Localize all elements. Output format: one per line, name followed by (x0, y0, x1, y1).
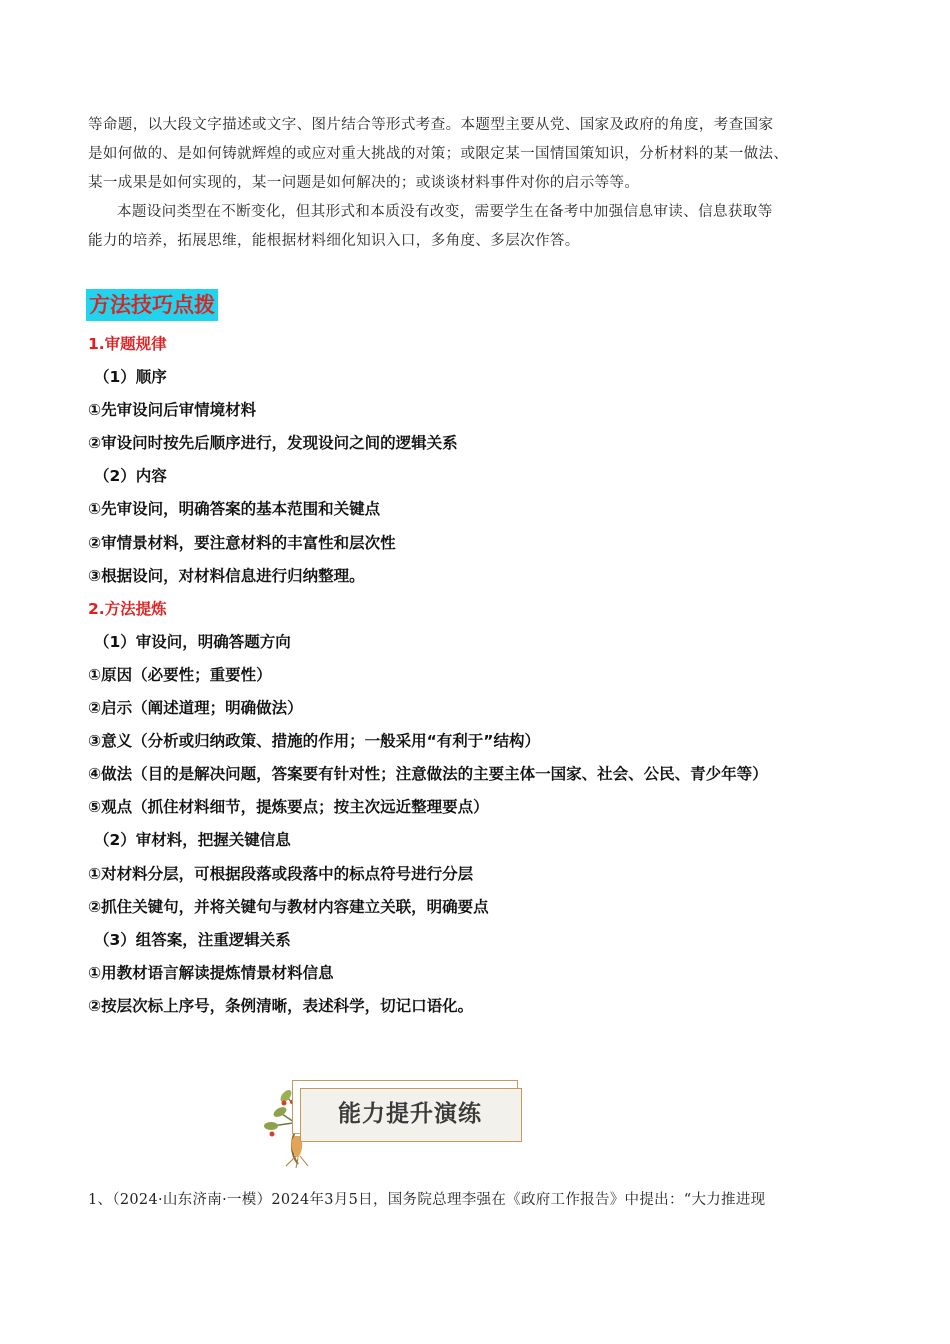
sub-heading: （1）顺序 (94, 368, 167, 387)
sub-heading: （2）审材料，把握关键信息 (94, 831, 291, 850)
list-item: ②审设问时按先后顺序进行，发现设问之间的逻辑关系 (88, 434, 458, 453)
list-item: ①对材料分层，可根据段落或段落中的标点符号进行分层 (88, 864, 474, 883)
list-item: ②启示（阐述道理；明确做法） (88, 699, 303, 718)
list-item: ①先审设问后审情境材料 (88, 401, 257, 420)
intro-paragraph (88, 111, 868, 256)
intro-line-5: 能力的培养，拓展思维，能根据材料细化知识入口，多角度、多层次作答。 (88, 233, 580, 249)
intro-line-4: 本题设问类型在不断变化，但其形式和本质没有改变，需要学生在备考中加强信息审读、信息获取等 (117, 204, 773, 220)
sub-heading: （2）内容 (94, 467, 167, 486)
list-item: ②按层次标上序号，条例清晰，表述科学，切记口语化。 (88, 996, 474, 1015)
list-item: ③意义（分析或归纳政策、措施的作用；一般采用“有利于”结构） (88, 732, 540, 751)
list-item: ②抓住关键句，并将关键句与教材内容建立关联，明确要点 (88, 897, 489, 916)
section-heading: 1.审题规律 (88, 335, 167, 353)
sub-heading: （3）组答案，注重逻辑关系 (94, 930, 291, 949)
list-item: ①用教材语言解读提炼情景材料信息 (88, 963, 334, 982)
list-item: ③根据设问，对材料信息进行归纳整理。 (88, 566, 365, 585)
section-title: 方法技巧点拨 (86, 289, 218, 321)
sub-heading: （1）审设问，明确答题方向 (94, 632, 291, 651)
section-heading: 2.方法提炼 (88, 599, 167, 618)
question-1: 1、（2024·山东济南·一模）2024年3月5日，国务院总理李强在《政府工作报告》中提出：“大力推进现 (88, 1192, 766, 1208)
intro-line-3: 某一成果是如何实现的，某一问题是如何解决的；或谈谈材料事件对你的启示等等。 (88, 175, 640, 191)
method-list (88, 328, 888, 1023)
list-item: ④做法（目的是解决问题，答案要有针对性；注意做法的主要主体一国家、社会、公民、青少年等） (88, 765, 768, 784)
banner-title: 能力提升演练 (338, 1101, 482, 1127)
ability-banner (262, 1076, 524, 1168)
intro-line-2: 是如何做的、是如何铸就辉煌的或应对重大挑战的对策；或限定某一国情国策知识，分析材料的某一做法、 (88, 146, 789, 162)
list-item: ②审情景材料，要注意材料的丰富性和层次性 (88, 533, 396, 552)
list-item: ①先审设问，明确答案的基本范围和关键点 (88, 500, 381, 519)
list-item: ①原因（必要性；重要性） (88, 665, 272, 684)
list-item: ⑤观点（抓住材料细节，提炼要点；按主次远近整理要点） (88, 798, 489, 817)
intro-line-1: 等命题，以大段文字描述或文字、图片结合等形式考查。本题型主要从党、国家及政府的角度，考查国家 (88, 117, 774, 133)
